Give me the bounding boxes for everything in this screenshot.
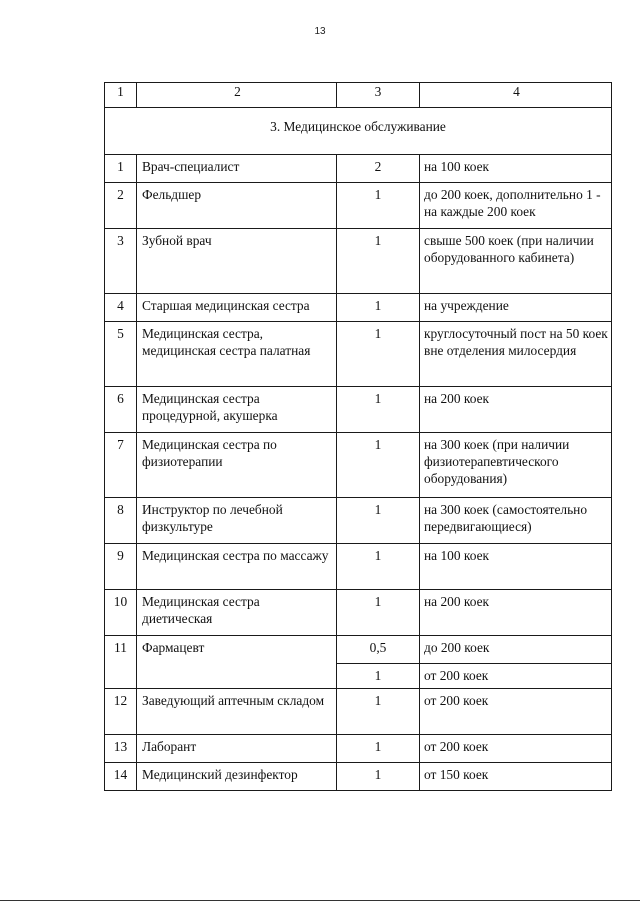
- count-cell: 1: [337, 387, 420, 433]
- position-cell: Заведующий аптечным складом: [137, 689, 337, 735]
- position-cell: Старшая медицинская сестра: [137, 294, 337, 322]
- header-col-4: 4: [420, 83, 612, 108]
- section-title: 3. Медицинское обслуживание: [105, 108, 612, 155]
- position-cell: Медицинская сестра диетическая: [137, 590, 337, 636]
- count-cell: 1: [337, 544, 420, 590]
- row-number: 8: [105, 498, 137, 544]
- section-row: [105, 108, 612, 155]
- table-row: [105, 735, 612, 763]
- norm-cell: от 150 коек: [420, 763, 612, 791]
- table-row: [105, 763, 612, 791]
- norm-cell: на 100 коек: [420, 155, 612, 183]
- norm-cell: от 200 коек: [420, 689, 612, 735]
- count-cell: 1: [337, 498, 420, 544]
- norm-cell: на 200 коек: [420, 590, 612, 636]
- table-header-row: [105, 83, 612, 108]
- position-cell: Медицинская сестра, медицинская сестра палатная: [137, 322, 337, 387]
- row-number: 9: [105, 544, 137, 590]
- norm-cell: круглосуточный пост на 50 коек вне отделения милосердия: [420, 322, 612, 387]
- table-row: [105, 590, 612, 636]
- row-number: 12: [105, 689, 137, 735]
- norm-cell: от 200 коек: [420, 735, 612, 763]
- table-row: [105, 229, 612, 294]
- count-cell: 1: [337, 433, 420, 498]
- table-row: [105, 387, 612, 433]
- position-cell: Медицинская сестра процедурной, акушерка: [137, 387, 337, 433]
- position-cell: Медицинская сестра по массажу: [137, 544, 337, 590]
- position-cell: Лаборант: [137, 735, 337, 763]
- count-cell: 1: [337, 183, 420, 229]
- count-cell: 1: [337, 763, 420, 791]
- norm-cell: до 200 коек, дополнительно 1 - на каждые 200 коек: [420, 183, 612, 229]
- row-number: 13: [105, 735, 137, 763]
- row-number: 10: [105, 590, 137, 636]
- table-row: [105, 498, 612, 544]
- header-col-1: 1: [105, 83, 137, 108]
- norm-cell: от 200 коек: [420, 664, 612, 689]
- norm-cell: до 200 коек: [420, 636, 612, 664]
- position-cell: Врач-специалист: [137, 155, 337, 183]
- position-cell: Фельдшер: [137, 183, 337, 229]
- header-col-2: 2: [137, 83, 337, 108]
- count-cell: 1: [337, 689, 420, 735]
- table-row: [105, 183, 612, 229]
- table-row: [105, 322, 612, 387]
- row-number: 7: [105, 433, 137, 498]
- norm-cell: на 300 коек (при наличии физиотерапевтического оборудования): [420, 433, 612, 498]
- table-row: [105, 433, 612, 498]
- count-cell: 1: [337, 294, 420, 322]
- table-row: [105, 294, 612, 322]
- header-col-3: 3: [337, 83, 420, 108]
- norm-cell: на учреждение: [420, 294, 612, 322]
- count-cell: 1: [337, 590, 420, 636]
- table-row: [105, 155, 612, 183]
- row-number: 2: [105, 183, 137, 229]
- norm-cell: на 100 коек: [420, 544, 612, 590]
- page-number: 13: [314, 26, 326, 37]
- row-number: 1: [105, 155, 137, 183]
- norm-cell: на 200 коек: [420, 387, 612, 433]
- norm-cell: свыше 500 коек (при наличии оборудованного кабинета): [420, 229, 612, 294]
- position-cell: Инструктор по лечебной физкультуре: [137, 498, 337, 544]
- footer-rule: [0, 900, 640, 901]
- staffing-table: [104, 82, 612, 791]
- count-cell: 1: [337, 322, 420, 387]
- row-number: 5: [105, 322, 137, 387]
- norm-cell: на 300 коек (самостоятельно передвигающиеся): [420, 498, 612, 544]
- count-cell: 1: [337, 735, 420, 763]
- row-number: 4: [105, 294, 137, 322]
- count-cell: 0,5: [337, 636, 420, 664]
- position-cell: Зубной врач: [137, 229, 337, 294]
- table-row: [105, 636, 612, 664]
- position-cell: Медицинская сестра по физиотерапии: [137, 433, 337, 498]
- position-cell: Медицинский дезинфектор: [137, 763, 337, 791]
- row-number: 14: [105, 763, 137, 791]
- count-cell: 2: [337, 155, 420, 183]
- count-cell: 1: [337, 664, 420, 689]
- table-row: [105, 689, 612, 735]
- row-number: 11: [105, 636, 137, 689]
- row-number: 6: [105, 387, 137, 433]
- row-number: 3: [105, 229, 137, 294]
- position-cell: Фармацевт: [137, 636, 337, 689]
- table-row: [105, 544, 612, 590]
- count-cell: 1: [337, 229, 420, 294]
